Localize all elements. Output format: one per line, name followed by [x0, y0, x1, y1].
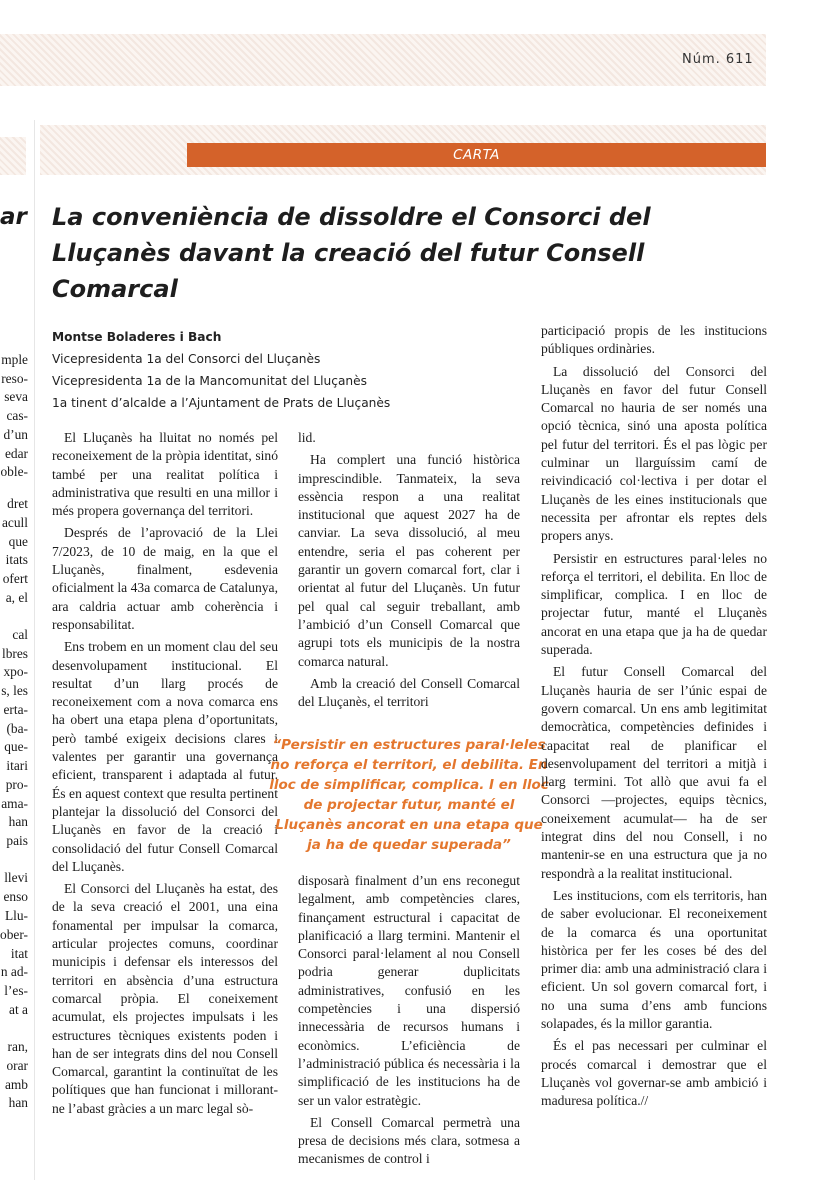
prev-page-text-line: s, les [1, 683, 28, 698]
prev-page-text-line: han [8, 1095, 28, 1110]
prev-page-text-line: enso [3, 889, 28, 904]
prev-page-text-line: lbres [1, 646, 28, 661]
paragraph: Les institucions, com els territoris, han de saber evolucionar. El reconeixement de la comarca és una oportunitat històrica per fer les coses bé des del primer dia: amb una administració clara i eficient. Un sol govern comarcal fort, i no una suma d’ens amb funcions solapades, és la millor garantia. [541, 887, 767, 1031]
prev-page-text-line: mple [1, 352, 28, 367]
prev-page-text-line: que- [4, 739, 28, 754]
prev-page-text-line: erta- [3, 702, 28, 717]
prev-page-text-line: edar [4, 446, 28, 461]
paragraph: disposarà finalment d’un ens reconegut legalment, amb competències clares, finançament estructural i capacitat de planificació a llarg termini. Mantenir el Consorci paral·lelament al nou Consell podria generar duplicitats administratives, confusió en les competències i una dispersió innecessària de recursos humans i econòmics. L’eficiència de l’administració pública és necessària i la simplificació de les institucions ha de ser un valor estratègic. [298, 873, 520, 1108]
prev-page-text-line: llevi [4, 870, 28, 885]
prev-page-text-line: reso- [1, 371, 28, 386]
prev-page-text-line: dret [7, 496, 28, 511]
prev-page-text-line: Llu- [4, 908, 28, 923]
author-role: 1a tinent d’alcalde a l’Ajuntament de Prats de Lluçanès [52, 396, 391, 410]
paragraph: El futur Consell Comarcal del Lluçanès hauria de ser l’únic espai de govern comarcal. Un ens amb legitimitat democràtica, competències definides i capacitat real de planificar el desenvolupament del territori a mitjà i llarg termini. Tot allò que avui fa el Consorci —projectes, equips tècnics, coneixement acumulat— ha de ser integrat dins del nou Consell, i no mantenir-se en una estructura que ja no respondrà a la realitat institucional. [541, 664, 767, 881]
prev-page-text-line: cas- [6, 408, 28, 423]
section-label: CARTA [187, 143, 766, 167]
prev-page-text-line: orar [6, 1058, 28, 1073]
prev-page-text-line: l’es- [4, 983, 28, 998]
paragraph: participació propis de les institucions públiques ordinàries. [541, 323, 767, 357]
body-column-3 [541, 322, 767, 1114]
prev-page-text-line: itat [10, 946, 28, 961]
author-role: Vicepresidenta 1a de la Mancomunitat del Lluçanès [52, 374, 367, 388]
prev-page-text-line: itats [5, 552, 28, 567]
article-title: La conveniència de dissoldre el Consorci del Lluçanès davant la creació del futur Consell Comarcal [52, 203, 651, 303]
paragraph: El Consorci del Lluçanès ha estat, des de la seva creació el 2001, una eina fonamental per impulsar la comarca, articular projectes comuns, coordinar municipis i defensar els interessos del territori en absència d’una estructura comarcal pròpia. El coneixement acumulat, els projectes impulsats i les estructures tècniques existents poden i han de ser integrats dins del nou Consell Comarcal, garantint la continuïtat de les polítiques que han funcionat i millorant-ne l’abast gràcies a un marc legal sò- [52, 881, 278, 1116]
prev-page-text-line: at a [9, 1002, 28, 1017]
prev-page-text-line: d’un [3, 427, 28, 442]
author-name: Montse Boladeres i Bach [52, 330, 222, 344]
paragraph: Amb la creació del Consell Comarcal del Lluçanès, el territori [298, 675, 520, 710]
paragraph: lid. [298, 430, 316, 445]
issue-number: Núm. 611 [682, 52, 754, 67]
paragraph: Ens trobem en un moment clau del seu desenvolupament institucional. El resultat d’un llarg procés de reconeixement com a nova comarca ens ha obert una etapa plena d’oportunitats, però també exigeix decisions clares i valentes per garantir una governança eficient, transparent i adaptada al futur. És en aquest context que resulta pertinent plantejar la dissolució del Consorci del Lluçanès en favor de la creació i consolidació del futur Consell Comarcal del Lluçanès. [52, 639, 278, 874]
prev-page-text-line: itari [6, 758, 28, 773]
prev-page-text-line: han [8, 814, 28, 829]
paragraph: La dissolució del Consorci del Lluçanès en favor del futur Consell Comarcal no hauria de ser només una opció tècnica, sinó una aposta política pel futur del territori. És el pas lògic per culminar un llarguíssim camí de reivindicació col·lectiva i per dotar el Lluçanès de les eines institucionals que necessita per afrontar els reptes dels propers anys. [541, 363, 767, 544]
pull-quote: “Persistir en estructures paral·leles no reforça el territori, el debilita. En lloc de simplificar, complica. I en lloc de projectar futur, manté el Lluçanès ancorat en una etapa que ja ha de quedar superada” [269, 737, 549, 853]
prev-page-text-line: que [8, 534, 28, 549]
prev-page-text-line: cal [12, 627, 28, 642]
paragraph: Després de l’aprovació de la Llei 7/2023, de 10 de maig, en la que el Lluçanès, finalment, esdevenia oficialment la 43a comarca de Catalunya, ara caldria actuar amb coherència i responsabilitat. [52, 525, 278, 632]
body-column-1 [52, 429, 278, 1122]
body-column-2-top [298, 429, 520, 715]
prev-page-text-line: oble- [0, 464, 28, 479]
column-divider [34, 120, 35, 1180]
prev-page-band [0, 137, 26, 175]
prev-page-text-line: amb [4, 1077, 28, 1092]
prev-page-text-line: acull [1, 515, 28, 530]
prev-page-title-fragment: ar [0, 204, 27, 230]
prev-page-text-line: (ba- [6, 721, 28, 736]
paragraph: El Lluçanès ha lluitat no només pel reconeixement de la pròpia identitat, sinó també per una realitat política i administrativa que resulti en una millor i més propera governança del territori. [52, 430, 278, 519]
prev-page-text-line: ober- [0, 927, 28, 942]
paragraph: És el pas necessari per culminar el procés comarcal i demostrar que el Lluçanès vol governar-se amb ambició i maduresa política.// [541, 1038, 767, 1109]
paragraph: Persistir en estructures paral·leles no reforça el territori, el debilita. En lloc de simplificar, complica. I en lloc de projectar futur, manté el Lluçanès ancorat en una etapa que ja ha de quedar superada. [541, 550, 767, 658]
paragraph: El Consell Comarcal permetrà una presa de decisions més clara, sotmesa a mecanismes de control i [298, 1114, 520, 1167]
prev-page-text-line: n ad- [0, 964, 28, 979]
paragraph: Ha complert una funció històrica imprescindible. Tanmateix, la seva essència respon a una realitat institucional que aquest 2027 ha de canviar. La seva dissolució, al meu entendre, seria el pas coherent per garantir un govern comarcal fort, clar i orientat al futur del Lluçanès. Un futur pel qual cal seguir treballant, amb l’ambició d’un Consell Comarcal que agrupi tots els municipis de la nostra comarca natural. [298, 452, 520, 669]
prev-page-text-line: ama- [1, 796, 28, 811]
body-column-2-bottom [298, 872, 520, 1173]
author-role: Vicepresidenta 1a del Consorci del Lluçanès [52, 352, 321, 366]
prev-page-text-line: ran, [7, 1039, 28, 1054]
page-margin [767, 0, 832, 1200]
prev-page-text-line: pais [6, 833, 28, 848]
prev-page-text-line: seva [4, 389, 28, 404]
prev-page-text-line: ofert [2, 571, 28, 586]
header-band [0, 34, 766, 86]
byline [52, 326, 512, 414]
prev-page-text-line: pro- [5, 777, 28, 792]
prev-page-text-line: a, el [5, 590, 28, 605]
prev-page-text-line: xpo- [3, 664, 28, 679]
